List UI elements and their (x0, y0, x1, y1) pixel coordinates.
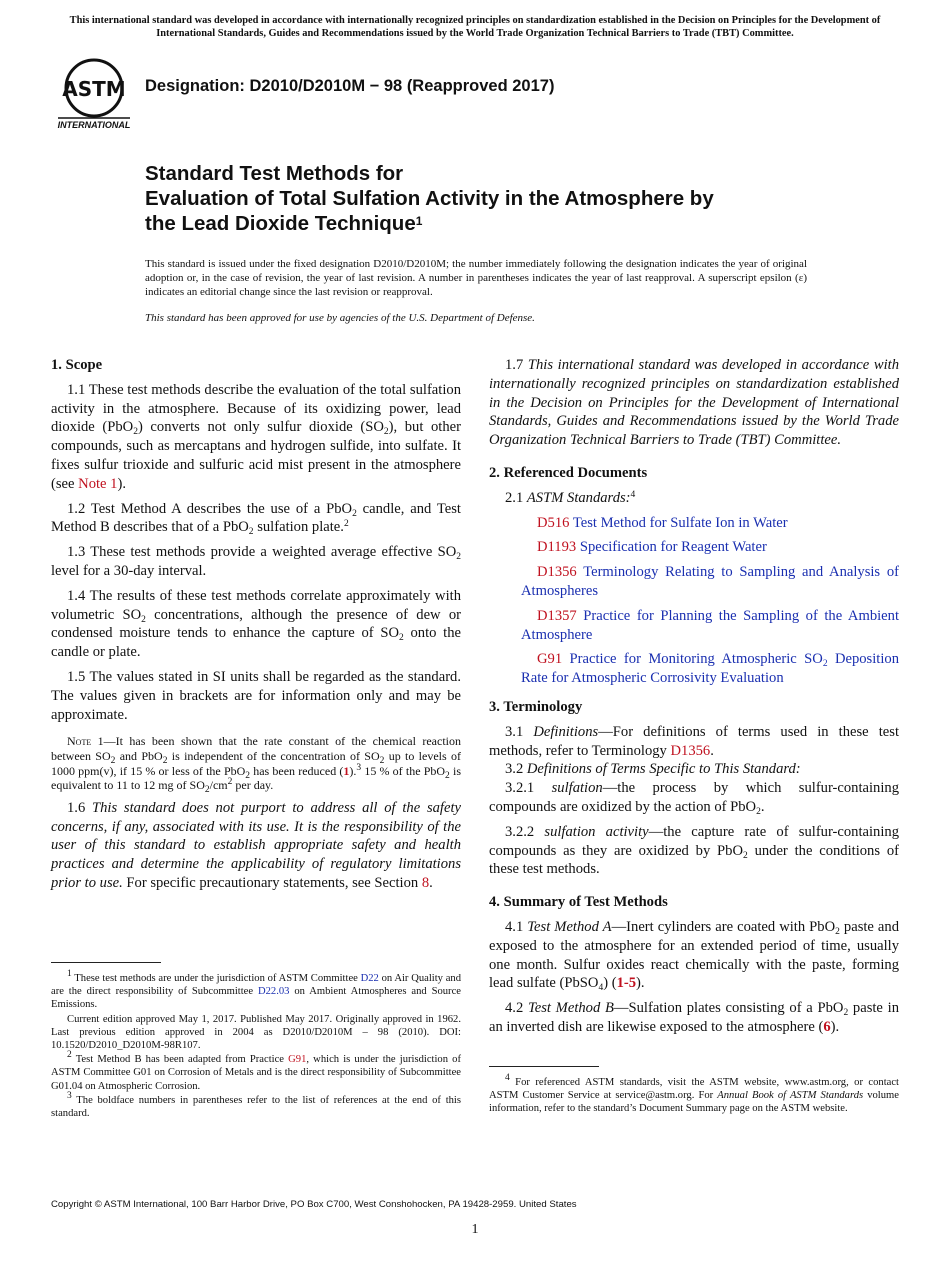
footnote-4: $^4$ For referenced ASTM standards, visit the ASTM website, www.astm.org, or contact ASTM Customer Service at service@astm.org. For Annual Book of ASTM Standards volume information, refer to the standard’s Document Summary page on the ASTM website. (489, 1073, 899, 1115)
footnotes-left (51, 969, 461, 1121)
paragraph-1-6: 1.6 This standard does not purport to address all of the safety concerns, if any, associated with its use. It is the responsibility of the user of this standard to establish appropriate safety and health practices and determine the applicability of regulatory limitations prior to use. For specific precautionary statements, see Section 8. (51, 799, 461, 891)
reference-1-5-link[interactable]: 1-5 (616, 975, 637, 992)
document-title (145, 161, 845, 236)
reference-1-link[interactable]: 1 (343, 763, 350, 778)
paragraph-1-3: 1.3 These test methods provide a weighted average effective $SO_2$ level for a 30-day interval. (51, 544, 461, 579)
reference-d1193[interactable]: D1193 Specification for Reagent Water (537, 539, 767, 556)
reference-d516[interactable]: D516 Test Method for Sulfate Ion in Water (537, 514, 788, 531)
paragraph-1-7: 1.7 This international standard was developed in accordance with internationally recognized principles on standardization established in the Decision on Principles for the Development of International Standards, Guides and Recommendations issued by the World Trade Organization Technical Barriers to Trade (TBT) Committee. (489, 357, 900, 449)
reference-d1357[interactable]: D1357 Practice for Planning the Sampling of the Ambient Atmosphere (521, 607, 899, 643)
title-line-2: Evaluation of Total Sulfation Activity in the Atmosphere by (145, 187, 714, 210)
paragraph-3-2: 3.2 Definitions of Terms Specific to This Standard: (505, 761, 801, 778)
reference-6-link[interactable]: 6 (823, 1018, 831, 1035)
copyright-line: Copyright © ASTM International, 100 Barr Harbor Drive, PO Box C700, West Conshohocken, PA 19428-2959. United States (51, 1199, 577, 1210)
footnote-1: $^1$ These test methods are under the jurisdiction of ASTM Committee D22 on Air Quality and are the direct responsibility of Subcommittee D22.03 on Ambient Atmospheres and Source Emissions. (51, 969, 461, 1011)
section-8-link[interactable]: 8 (421, 874, 430, 891)
designation: Designation: D2010/D2010M − 98 (Reapproved 2017) (145, 77, 555, 95)
footnote-1-edition: Current edition approved May 1, 2017. Published May 2017. Originally approved in 1962. Last previous edition approved in 2004 as D2010/D2010M – 98 (2010). DOI: 10.1520/D2010_D2010M-98R107. (51, 1013, 461, 1052)
note-1-link[interactable]: Note 1 (78, 475, 118, 492)
title-line-3: the Lead Dioxide Technique (145, 212, 416, 235)
d22-link[interactable]: D22 (360, 973, 379, 984)
section-heading-referenced-documents: 2. Referenced Documents (489, 464, 648, 481)
paragraph-1-4: 1.4 The results of these test methods correlate approximately with volumetric $SO_2$ concentrations, although the presence of dew or condensed moisture tends to enhance the capture of $SO_2$ onto the candle or plate. (51, 587, 461, 661)
referenced-documents-list (489, 489, 899, 688)
header-notice: This international standard was developed in accordance with internationally recognized principles on standardization established in the Decision on Principles for the Development of International Standards, Guides and Recommendations issued by the World Trade Organization Technical Barriers to Trade (TBT) Committee. (69, 15, 881, 39)
reference-d1356[interactable]: D1356 Terminology Relating to Sampling and Analysis of Atmospheres (521, 564, 899, 599)
note-1: Note 1—It has been shown that the rate constant of the chemical reaction between $SO_2$ and PbO$_2$ is independent of the concentration of $SO_2$ up to levels of 1000 ppm(v), if 15 % or less of the PbO$_2$ has been reduced (1).$^3$ 15 % of the PbO$_2$ is equivalent to 11 to 12 mg of $SO_2/cm^2$ per day. (51, 734, 462, 796)
footnote-divider-right (489, 1066, 599, 1067)
paragraph-1-1: 1.1 These test methods describe the evaluation of the total sulfation activity in the atmosphere. Because of its oxidizing power, lead dioxide (PbO$_2$) converts not only sulfur dioxide $(SO_2)$, but other compounds, such as mercaptans and hydrogen sulfide, into sulfate. It fixes sulfur trioxide and sulfuric acid mist present in the atmosphere (see Note 1). (51, 381, 461, 492)
paragraph-3-2-1: 3.2.1 sulfation—the process by which sulfur-containing compounds are oxidized by the action of PbO$_2$. (489, 780, 900, 817)
d22-03-link[interactable]: D22.03 (257, 986, 290, 998)
footnote-divider-left (51, 962, 161, 963)
paragraph-1-2: 1.2 Test Method A describes the use of a PbO$_2$ candle, and Test Method B describes that of a PbO$_2$ sulfation plate.$^2$ (51, 500, 461, 538)
section-heading-summary: 4. Summary of Test Methods (489, 894, 668, 911)
astm-standards-intro: 2.1 ASTM Standards:$^4$ (505, 489, 636, 506)
title-footnote-mark: 1 (415, 214, 423, 228)
title-line-1: Standard Test Methods for (145, 162, 404, 185)
footnote-2-mark: 2 (343, 519, 349, 530)
footnotes-right (489, 1073, 899, 1117)
g91-footnote-link[interactable]: G91 (288, 1054, 307, 1066)
footnote-2: $^2$ Test Method B has been adapted from Practice G91, which is under the jurisdiction of ASTM Committee G01 on Corrosion of Metals and is the direct responsibility of Subcommittee G01.04 on Atmospheric Corrosion. (51, 1050, 461, 1092)
paragraph-3-2-2: 3.2.2 sulfation activity—the capture rate of sulfur-containing compounds as they are oxidized by PbO$_2$ under the conditions of these test methods. (489, 823, 900, 878)
right-column (489, 356, 899, 1043)
issue-note: This standard is issued under the fixed designation D2010/D2010M; the number immediately following the designation indicates the year of original adoption or, in the case of revision, the year of last revision. A number in parentheses indicates the year of last reapproval. A superscript epsilon (ε) indicates an editorial change since the last revision or reapproval. (145, 258, 807, 298)
page-number: 1 (471, 1222, 479, 1237)
astm-logo (52, 56, 136, 132)
reference-g91[interactable]: G91 Practice for Monitoring Atmospheric $SO_2$ Deposition Rate for Atmospheric Corrosivity Evaluation (521, 651, 899, 687)
left-column (51, 356, 461, 899)
footnote-3: $^3$ The boldface numbers in parentheses refer to the list of references at the end of this standard. (51, 1090, 461, 1120)
logo-mark: ASTM (62, 77, 126, 101)
paragraph-1-5: 1.5 The values stated in SI units shall be regarded as the standard. The values given in brackets are for information only and may be approximate. (51, 668, 461, 723)
paragraph-4-1: 4.1 Test Method A—Inert cylinders are coated with PbO$_2$ paste and exposed to the atmosphere for an extended period of time, usually one month. Sulfur oxides react chemically with the paste, forming lead sulfate (PbSO$_4$) (1-5). (489, 918, 900, 994)
paragraph-4-2: 4.2 Test Method B—Sulfation plates consisting of a PbO$_2$ paste in an inverted dish are likewise exposed to the atmosphere (6). (489, 1000, 899, 1035)
dod-approval-note: This standard has been approved for use by agencies of the U.S. Department of Defense. (145, 312, 535, 324)
astm-logo-icon (52, 56, 136, 132)
section-heading-terminology: 3. Terminology (489, 698, 583, 715)
section-heading-scope: 1. Scope (51, 357, 103, 373)
paragraph-3-1: 3.1 Definitions—For definitions of terms used in these test methods, refer to Terminology D1356. (489, 723, 899, 759)
logo-wordmark: INTERNATIONAL (57, 120, 131, 130)
d1356-link[interactable]: D1356 (670, 742, 711, 759)
